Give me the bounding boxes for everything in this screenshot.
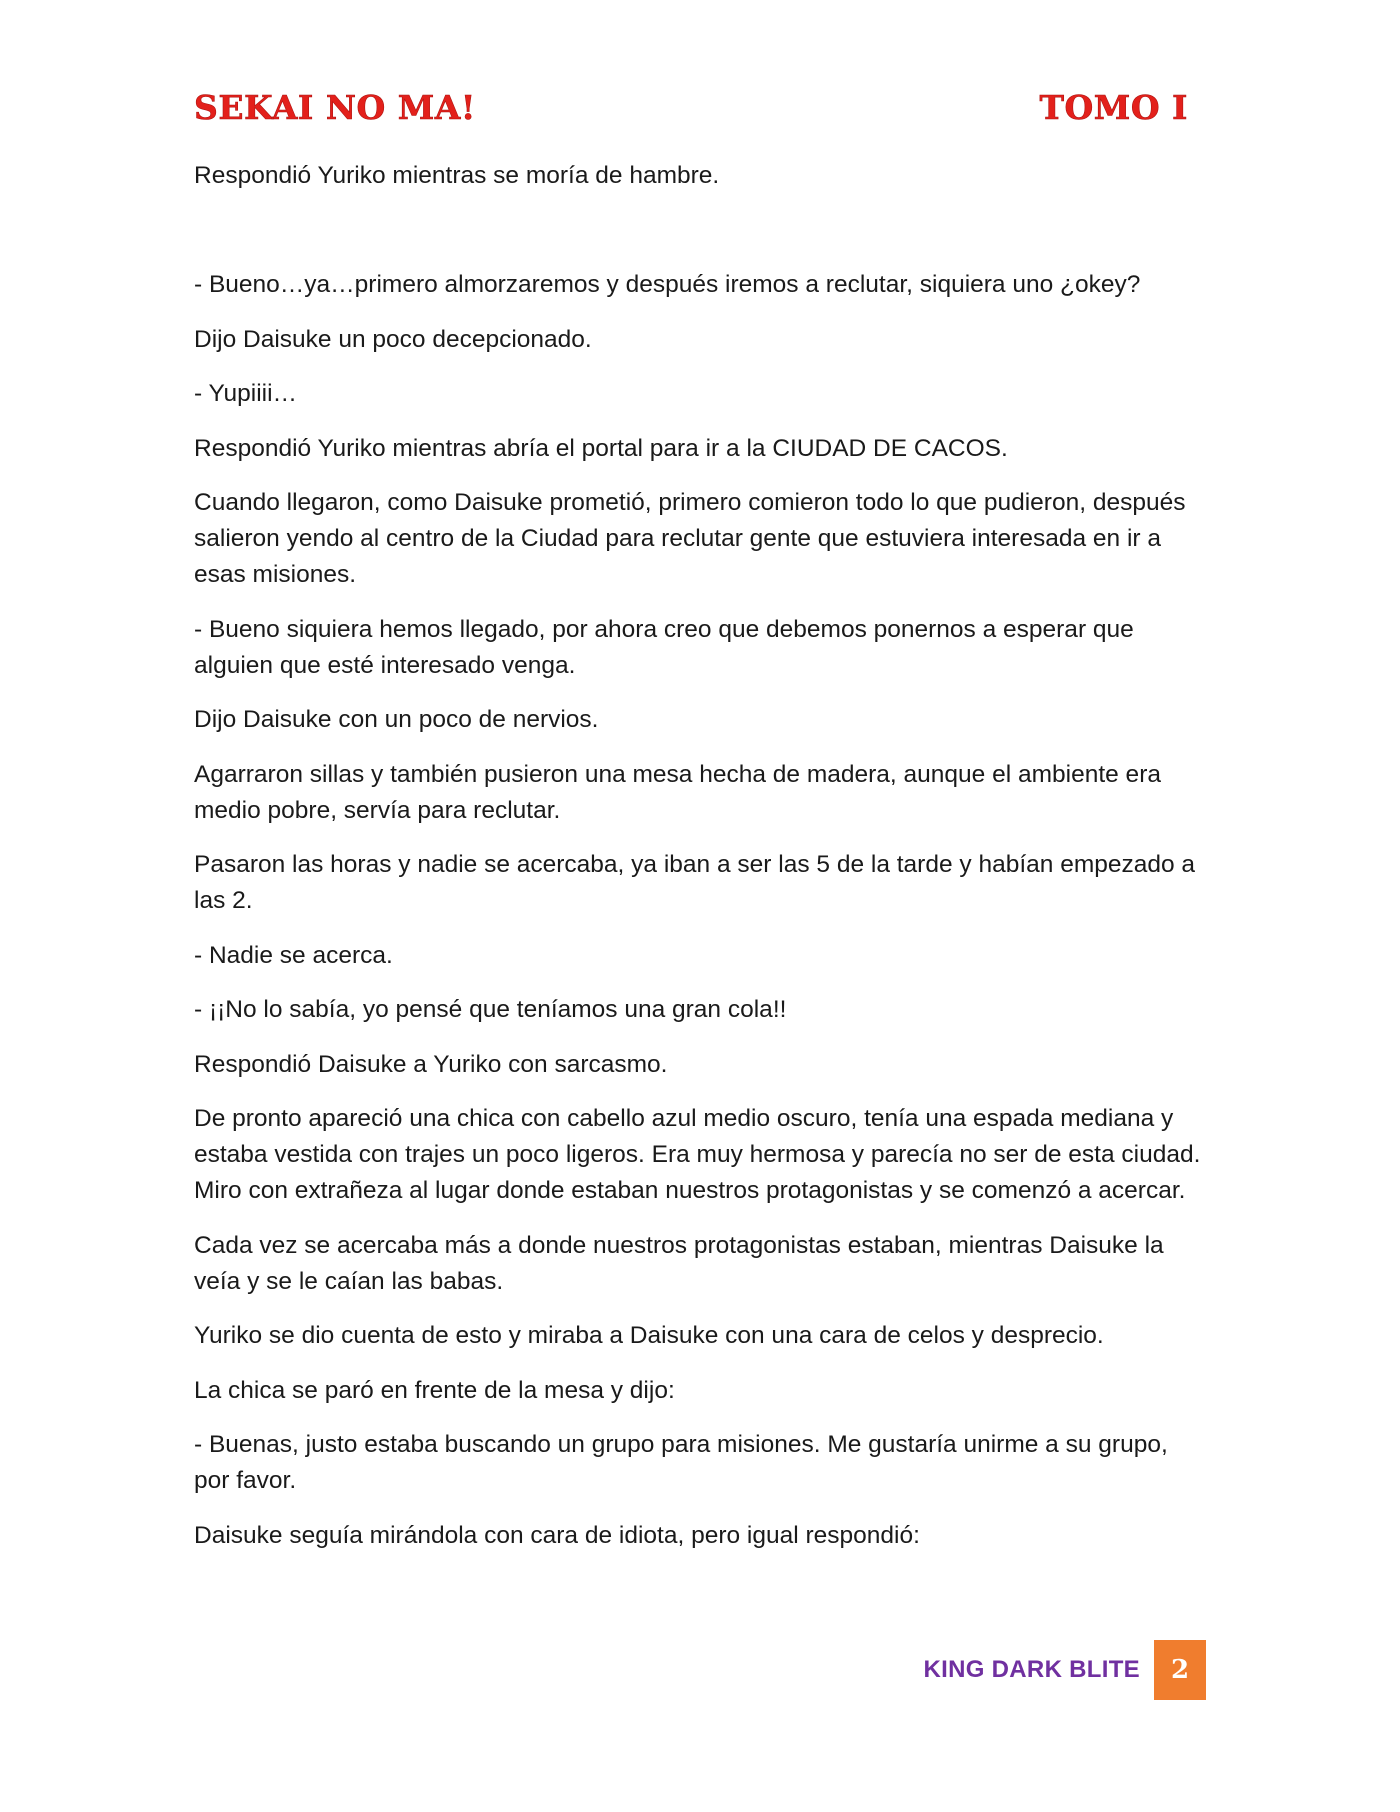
paragraph: La chica se paró en frente de la mesa y dijo:: [194, 1376, 675, 1404]
page-number: 2: [1154, 1640, 1206, 1700]
paragraph: Agarraron sillas y también pusieron una mesa hecha de madera, aunque el ambiente era medio pobre, servía para reclutar.: [194, 760, 1161, 824]
paragraph: - Bueno…ya…primero almorzaremos y después iremos a reclutar, siquiera uno ¿okey?: [194, 271, 1141, 298]
paragraph: Respondió Yuriko mientras se moría de hambre.: [194, 162, 720, 189]
author-name: KING DARK BLITE: [923, 1656, 1140, 1683]
paragraph: Pasaron las horas y nadie se acercaba, ya iban a ser las 5 de la tarde y habían empezado a las 2.: [194, 851, 1196, 914]
paragraph: Respondió Yuriko mientras abría el portal para ir a la CIUDAD DE CACOS.: [194, 434, 1008, 462]
volume-label: TOMO I: [1039, 88, 1188, 127]
book-title: SEKAI NO MA!: [194, 88, 476, 127]
paragraph: Dijo Daisuke con un poco de nervios.: [194, 706, 599, 733]
page-footer: [924, 1640, 1207, 1700]
body-text: [194, 158, 1204, 1572]
paragraph: Dijo Daisuke un poco decepcionado.: [194, 325, 592, 353]
paragraph: - Bueno siquiera hemos llegado, por ahora creo que debemos ponernos a esperar que alguien que esté interesado venga.: [194, 615, 1134, 679]
paragraph: Cuando llegaron, como Daisuke prometió, primero comieron todo lo que pudieron, después salieron yendo al centro de la Ciudad para reclutar gente que estuviera interesada en ir a esas misiones.: [194, 489, 1186, 588]
paragraph: - Yupiiii…: [194, 380, 298, 407]
paragraph: Cada vez se acercaba más a donde nuestros protagonistas estaban, mientras Daisuke la veía y se le caían las babas.: [194, 1231, 1164, 1295]
paragraph: - Buenas, justo estaba buscando un grupo para misiones. Me gustaría unirme a su grupo, por favor.: [194, 1431, 1168, 1494]
paragraph: De pronto apareció una chica con cabello azul medio oscuro, tenía una espada mediana y estaba vestida con trajes un poco ligeros. Era muy hermosa y parecía no ser de esta ciudad. Miro con extrañeza al lugar donde estaban nuestros protagonistas y se comenzó a acercar.: [194, 1105, 1201, 1204]
paragraph: Respondió Daisuke a Yuriko con sarcasmo.: [194, 1050, 668, 1078]
paragraph: - ¡¡No lo sabía, yo pensé que teníamos una gran cola!!: [194, 996, 787, 1023]
paragraph: Yuriko se dio cuenta de esto y miraba a Daisuke con una cara de celos y desprecio.: [194, 1322, 1104, 1349]
paragraph: Daisuke seguía mirándola con cara de idiota, pero igual respondió:: [194, 1521, 920, 1549]
paragraph: - Nadie se acerca.: [194, 941, 393, 969]
